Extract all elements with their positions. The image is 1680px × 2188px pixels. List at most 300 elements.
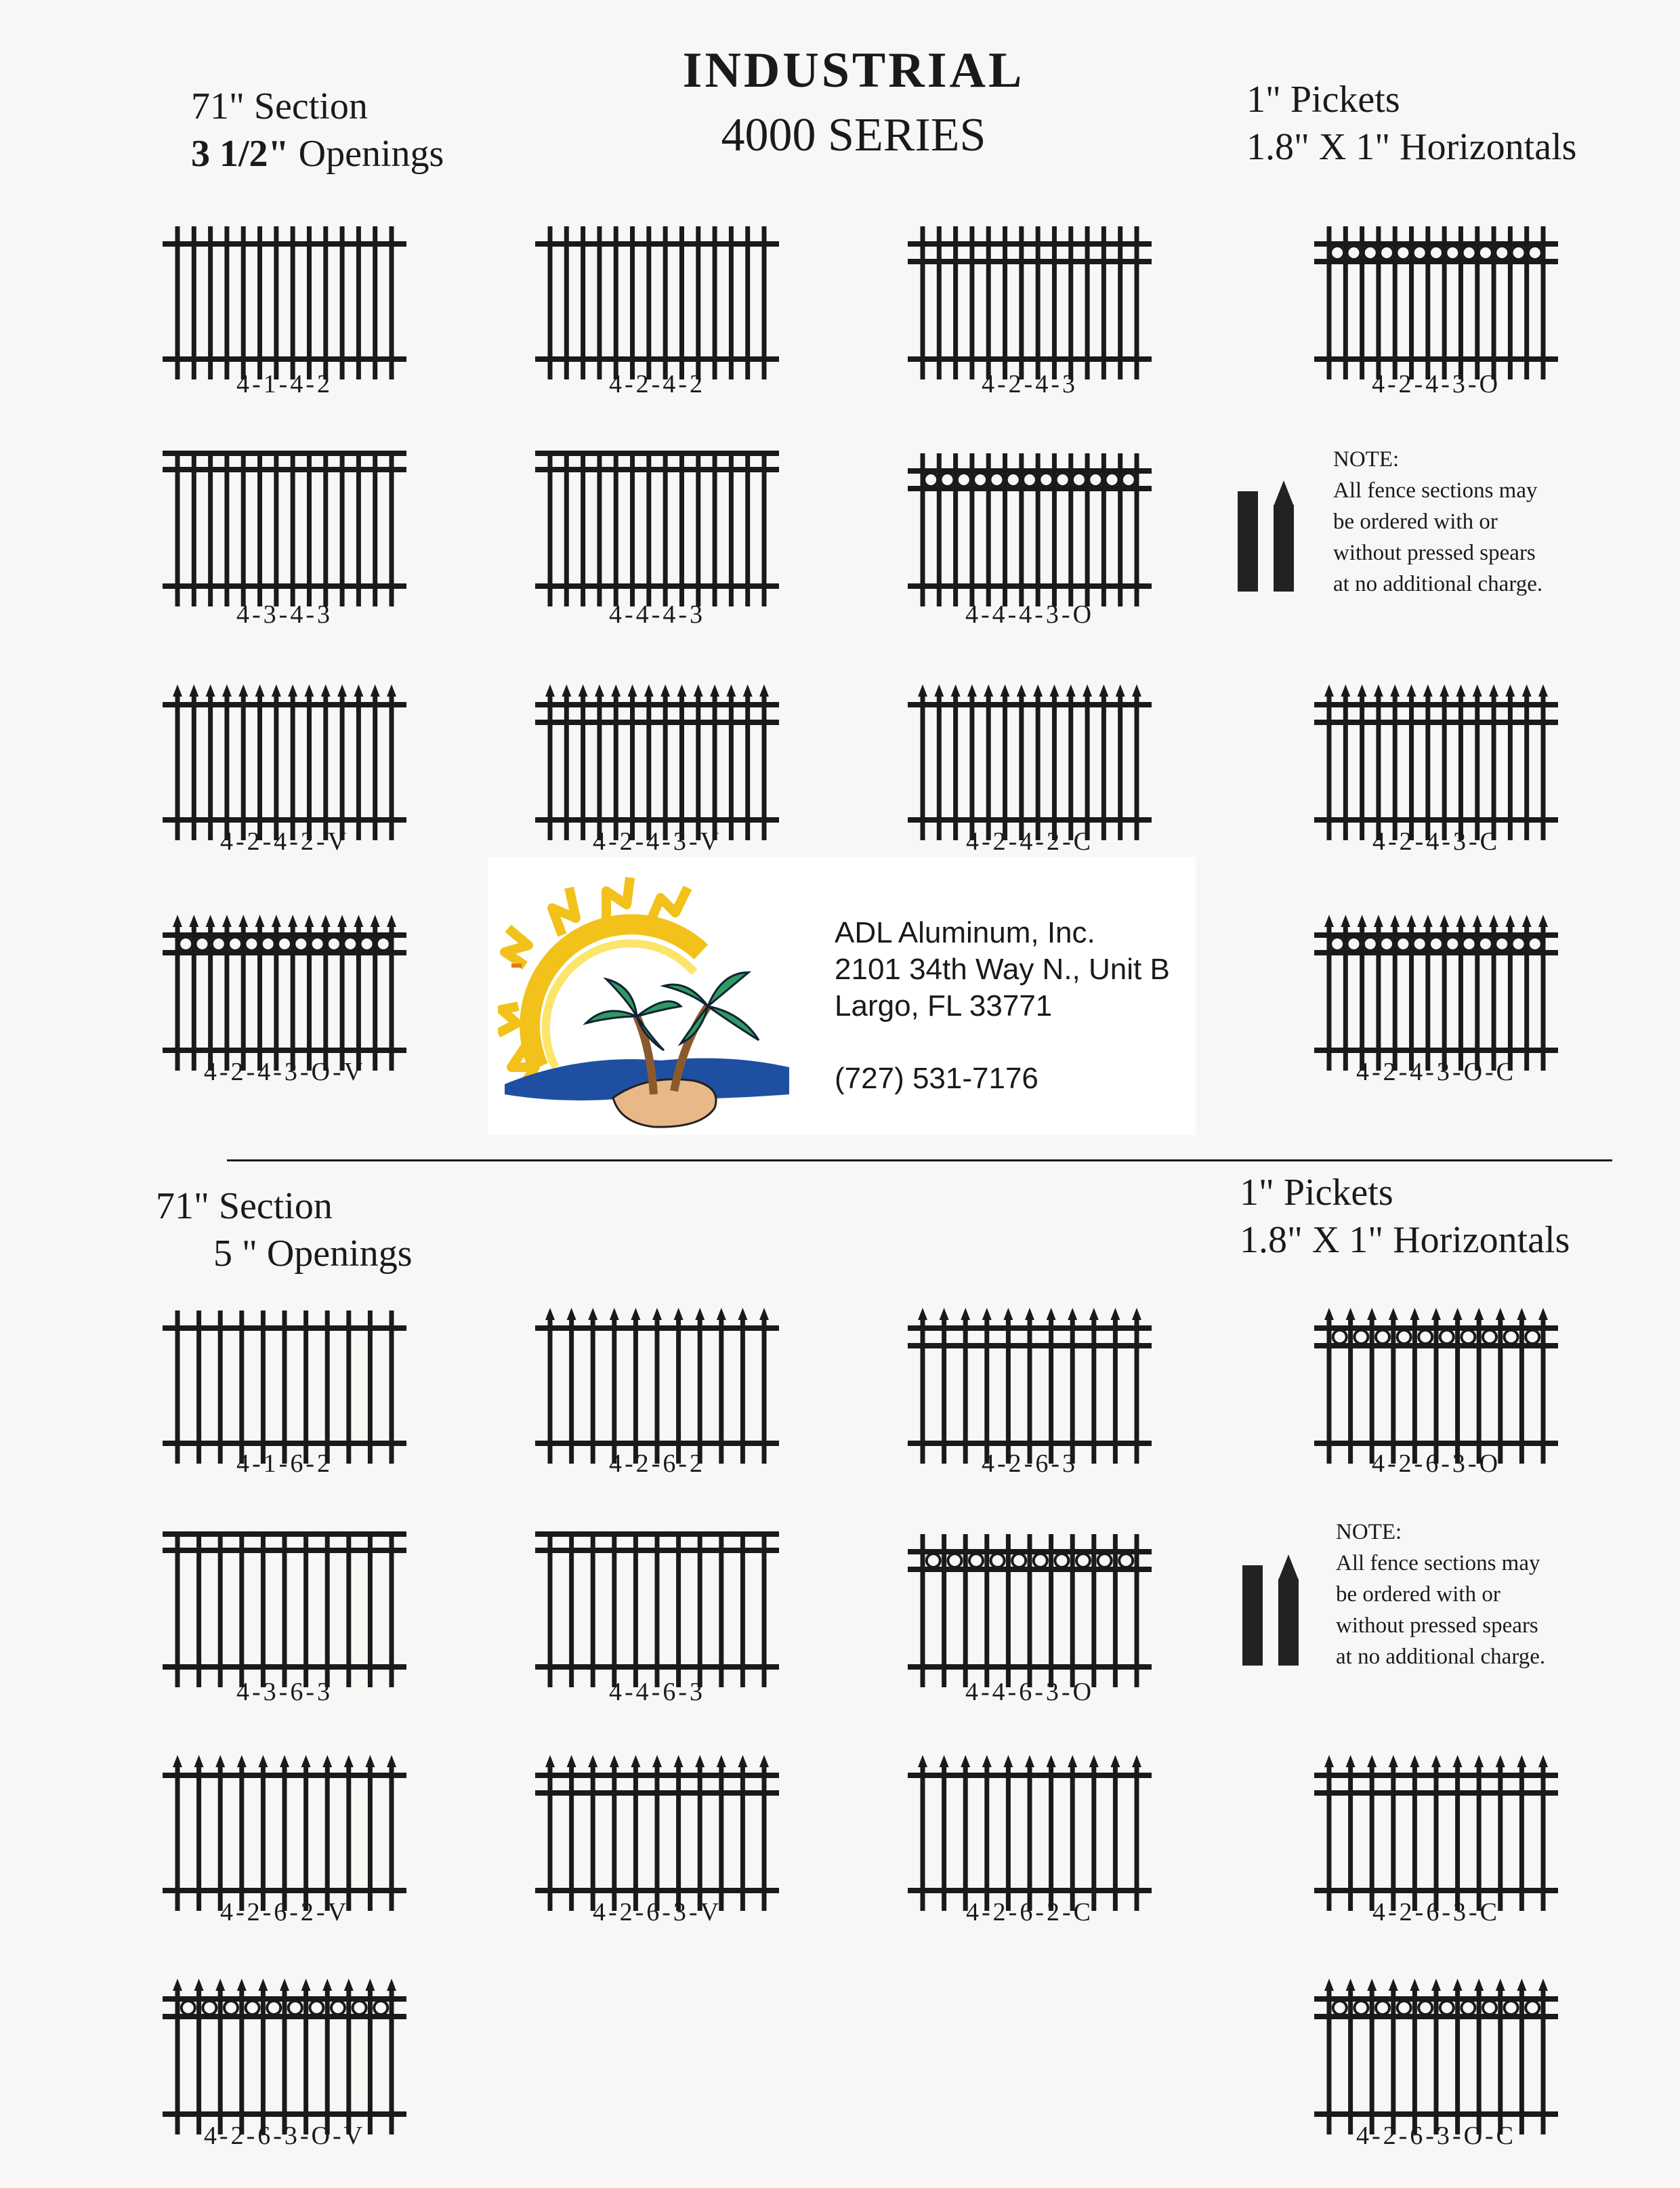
fence-ring (1528, 937, 1542, 951)
picket-spear (1453, 1755, 1463, 1767)
picket-spear (1522, 915, 1532, 927)
fence-ring (1463, 937, 1476, 951)
picket-spear (288, 684, 297, 697)
picket-spear (304, 684, 314, 697)
fence-ring (1461, 1330, 1475, 1344)
picket-spear (258, 1979, 268, 1991)
picket-spear (1025, 1755, 1034, 1767)
picket-spear (387, 684, 396, 697)
fence-rail (535, 451, 779, 456)
fence-ring (940, 473, 954, 487)
picket-spear (337, 684, 347, 697)
picket-spear (1132, 684, 1141, 697)
picket-spear (1410, 1308, 1419, 1320)
note-heading: NOTE: (1333, 447, 1400, 472)
picket-spear (1456, 915, 1465, 927)
picket-spear (610, 1755, 619, 1767)
picket-spear (1324, 915, 1334, 927)
picket-spear (1324, 1979, 1334, 1991)
fence-rail (535, 1773, 779, 1778)
picket-spear (1407, 915, 1416, 927)
fence-rail (163, 2014, 406, 2019)
note-line-3: without pressed spears (1336, 1613, 1538, 1638)
fence-ring (203, 2001, 216, 2015)
fence-rail (163, 2111, 406, 2117)
fence-drawing (1314, 1301, 1558, 1470)
picket-spear (1003, 1308, 1013, 1320)
picket-spear (321, 915, 331, 927)
fence-rail (1314, 1343, 1558, 1348)
picket-spear (628, 684, 637, 697)
fence-rail (535, 1664, 779, 1670)
picket-spear (280, 1755, 289, 1767)
picket-spear (1390, 684, 1400, 697)
fence-code: 4-2-4-2-C (966, 827, 1093, 856)
picket-spear (1089, 1755, 1099, 1767)
picket-spear (1341, 684, 1350, 697)
fence-ring (1398, 2001, 1411, 2015)
picket-spear (321, 684, 331, 697)
picket-spear (1474, 1979, 1484, 1991)
fence-ring (1396, 937, 1410, 951)
fence-ring (245, 937, 258, 951)
picket-spear (695, 1308, 705, 1320)
picket-spear (961, 1308, 970, 1320)
picket-spear (1473, 684, 1482, 697)
picket-spear (288, 915, 297, 927)
picket-spear (304, 915, 314, 927)
fence-ring (224, 2001, 238, 2015)
picket-spear (967, 684, 977, 697)
fence-drawing (1314, 678, 1558, 847)
fence-code: 4-2-6-3-V (592, 1898, 722, 1926)
bottom-openings (213, 1230, 413, 1277)
fence-rail (535, 241, 779, 247)
fence-drawing (908, 444, 1152, 613)
picket-spear (365, 1979, 375, 1991)
fence-rail (535, 1790, 779, 1796)
picket-spear (695, 1755, 705, 1767)
picket-spear (371, 915, 380, 927)
fence-code: 4-4-4-3-O (965, 600, 1095, 629)
fence-ring (278, 937, 291, 951)
fence-rail (1314, 1325, 1558, 1331)
fence-drawing (535, 1748, 779, 1918)
fence-rail (1314, 817, 1558, 823)
picket-spear (1407, 684, 1416, 697)
fence-rail (1314, 1773, 1558, 1778)
fence-code: 4-2-4-3-O-V (203, 1058, 366, 1086)
fence-rail (908, 356, 1152, 362)
picket-spear (1033, 684, 1043, 697)
picket-spear (918, 684, 927, 697)
picket-spear (1505, 915, 1515, 927)
note-line-4: at no additional charge. (1333, 572, 1543, 596)
picket-spear (1346, 1755, 1356, 1767)
fence-rail (1314, 1048, 1558, 1053)
fence-rail (163, 1548, 406, 1553)
fence-rail (908, 583, 1152, 589)
note-top (1333, 444, 1549, 600)
fence-ring (1333, 2001, 1347, 2015)
fence-rail (535, 467, 779, 472)
picket-spear (344, 1979, 354, 1991)
picket-spear (1003, 1755, 1013, 1767)
picket-spear (1358, 684, 1367, 697)
fence-rail (1314, 1790, 1558, 1796)
fence-code: 4-2-6-2-C (966, 1898, 1093, 1926)
picket-spear (173, 915, 182, 927)
picket-spear (1346, 1979, 1356, 1991)
fence-code: 4-2-6-3-O (1371, 1449, 1501, 1478)
fence-rail (163, 817, 406, 823)
top-section-label: 71" Section (191, 85, 368, 127)
fence-ring (1076, 1554, 1090, 1567)
fence-drawing (535, 444, 779, 613)
fence-ring (1354, 2001, 1368, 2015)
fence-rail (163, 467, 406, 472)
picket-spear (726, 684, 736, 697)
fence-drawing (163, 1748, 406, 1918)
picket-spear (1132, 1755, 1141, 1767)
fence-rail (908, 1664, 1152, 1670)
fence-drawing (908, 1748, 1152, 1918)
fence-ring (1380, 937, 1393, 951)
picket-spear (222, 684, 232, 697)
fence-rail (1314, 1888, 1558, 1893)
fence-ring (1055, 1554, 1068, 1567)
fence-code: 4-4-6-3 (609, 1678, 705, 1706)
picket-spear (215, 1755, 225, 1767)
picket-spear (1440, 915, 1449, 927)
fence-ring (1364, 937, 1377, 951)
fence-ring (1098, 1554, 1112, 1567)
fence-ring (1330, 937, 1344, 951)
picket-spear (1410, 1755, 1419, 1767)
fence-rail (908, 1441, 1152, 1446)
fence-rail (908, 1325, 1152, 1331)
picket-spear (1017, 684, 1026, 697)
picket-spear (1324, 1308, 1334, 1320)
fence-ring (1528, 246, 1542, 260)
fence-rail (908, 1549, 1152, 1554)
fence-ring (1056, 473, 1070, 487)
picket-spear (1367, 1979, 1377, 1991)
picket-spear (1324, 684, 1334, 697)
fence-ring (1505, 1330, 1518, 1344)
fence-ring (1429, 937, 1443, 951)
fence-ring (1429, 246, 1443, 260)
picket-spear (301, 1979, 311, 1991)
picket-spear (1453, 1979, 1463, 1991)
company-address-1: 2101 34th Way N., Unit B (835, 953, 1170, 986)
picket-spear (365, 1755, 375, 1767)
fence-ring (1039, 473, 1053, 487)
picket-spear (1389, 1755, 1398, 1767)
picket-spear (238, 915, 248, 927)
picket-spear (1047, 1755, 1056, 1767)
picket-spear (579, 684, 588, 697)
picket-spear (918, 1308, 927, 1320)
fence-ring (377, 937, 390, 951)
picket-spear (258, 1755, 268, 1767)
fence-ring (1364, 246, 1377, 260)
fence-drawing (163, 217, 406, 386)
picket-spear (238, 684, 248, 697)
picket-spear (371, 684, 380, 697)
fence-code: 4-2-6-2 (609, 1449, 705, 1478)
fence-ring (1495, 246, 1509, 260)
spear-icon (1241, 1552, 1305, 1667)
fence-rail (1314, 2014, 1558, 2019)
fence-rail (908, 1888, 1152, 1893)
note-line-1: All fence sections may (1336, 1551, 1540, 1575)
picket-spear (1456, 684, 1465, 697)
picket-spear (918, 1755, 927, 1767)
picket-spear (631, 1308, 640, 1320)
fence-code: 4-2-4-3-C (1372, 827, 1500, 856)
picket-spear (694, 684, 703, 697)
picket-spear (545, 684, 555, 697)
picket-spear (1496, 1755, 1505, 1767)
fence-drawing (163, 1301, 406, 1470)
picket-spear (1410, 1979, 1419, 1991)
picket-spear (1453, 1308, 1463, 1320)
fence-ring (1376, 1330, 1389, 1344)
fence-rail (535, 356, 779, 362)
fence-rail (1314, 1996, 1558, 2002)
fence-ring (1413, 937, 1427, 951)
picket-spear (1099, 684, 1108, 697)
picket-spear (674, 1755, 684, 1767)
picket-spear (940, 1308, 949, 1320)
picket-spear (1374, 915, 1383, 927)
fence-ring (1463, 246, 1476, 260)
fence-ring (1446, 246, 1459, 260)
fence-rail (163, 583, 406, 589)
picket-spear (194, 1979, 204, 1991)
fence-code: 4-3-6-3 (236, 1678, 333, 1706)
picket-spear (206, 915, 215, 927)
fence-rail (163, 702, 406, 707)
company-address-2: Largo, FL 33771 (835, 989, 1053, 1023)
picket-spear (652, 1755, 662, 1767)
picket-spear (1474, 1755, 1484, 1767)
fence-rail (535, 1441, 779, 1446)
picket-spear (1517, 1308, 1526, 1320)
fence-ring (1505, 2001, 1518, 2015)
bottom-horizontals: 1.8" X 1" Horizontals (1240, 1219, 1570, 1261)
fence-drawing (908, 678, 1152, 847)
fence-ring (1413, 246, 1427, 260)
fence-code: 4-2-6-2-V (219, 1898, 350, 1926)
picket-spear (1132, 1308, 1141, 1320)
picket-spear (1440, 684, 1449, 697)
picket-spear (759, 1308, 769, 1320)
fence-ring (1072, 473, 1086, 487)
picket-spear (301, 1755, 311, 1767)
fence-ring (1440, 2001, 1454, 2015)
bottom-openings-text: Openings (257, 1233, 413, 1275)
fence-drawing (908, 1301, 1152, 1470)
fence-drawing (535, 217, 779, 386)
picket-spear (940, 1755, 949, 1767)
fence-ring (1330, 246, 1344, 260)
fence-drawing (535, 1301, 779, 1470)
fence-ring (331, 2001, 345, 2015)
fence-ring (1012, 1554, 1026, 1567)
fence-ring (1106, 473, 1119, 487)
note-line-3: without pressed spears (1333, 541, 1536, 565)
section-divider (227, 1159, 1612, 1161)
picket-spear (1374, 684, 1383, 697)
fence-code: 4-2-6-3-O-C (1356, 2122, 1517, 2150)
picket-spear (677, 684, 686, 697)
fence-rail (535, 1531, 779, 1537)
fence-rail (908, 1343, 1152, 1348)
picket-spear (354, 684, 363, 697)
picket-spear (173, 1755, 182, 1767)
picket-spear (717, 1755, 726, 1767)
picket-spear (354, 915, 363, 927)
fence-ring (261, 937, 275, 951)
fence-code: 4-2-4-3-O-C (1356, 1058, 1517, 1086)
picket-spear (961, 1755, 970, 1767)
fence-code: 4-2-6-3-C (1372, 1898, 1500, 1926)
picket-spear (1538, 1755, 1548, 1767)
picket-spear (1431, 1979, 1441, 1991)
fence-ring (246, 2001, 259, 2015)
fence-drawing (163, 678, 406, 847)
picket-spear (1025, 1308, 1034, 1320)
fence-ring (1526, 2001, 1539, 2015)
picket-spear (545, 1308, 555, 1320)
fence-ring (1034, 1554, 1047, 1567)
fence-ring (1396, 246, 1410, 260)
fence-rail (1314, 356, 1558, 362)
fence-code: 4-2-4-2-V (219, 827, 350, 856)
picket-spear (173, 1979, 182, 1991)
picket-spear (194, 1755, 204, 1767)
picket-spear (710, 684, 719, 697)
fence-rail (908, 702, 1152, 707)
fence-ring (1333, 1330, 1347, 1344)
fence-ring (1122, 473, 1135, 487)
picket-spear (567, 1308, 576, 1320)
picket-spear (1068, 1755, 1077, 1767)
fence-rail (535, 1888, 779, 1893)
fence-code: 4-1-4-2 (236, 370, 333, 398)
picket-spear (588, 1308, 597, 1320)
picket-spear (660, 684, 670, 697)
picket-spear (1473, 915, 1482, 927)
picket-spear (567, 1755, 576, 1767)
picket-spear (631, 1755, 640, 1767)
fence-ring (1440, 1330, 1454, 1344)
picket-spear (189, 915, 198, 927)
picket-spear (652, 1308, 662, 1320)
note-line-4: at no additional charge. (1336, 1645, 1546, 1669)
fence-ring (1446, 937, 1459, 951)
fence-code: 4-4-6-3-O (965, 1678, 1095, 1706)
picket-spear (1068, 1308, 1077, 1320)
picket-spear (1423, 684, 1433, 697)
picket-spear (1496, 1979, 1505, 1991)
picket-spear (1517, 1979, 1526, 1991)
picket-spear (280, 1979, 289, 1991)
picket-spear (387, 915, 396, 927)
fence-rail (535, 583, 779, 589)
picket-spear (1517, 1755, 1526, 1767)
picket-spear (1489, 915, 1498, 927)
picket-spear (1390, 915, 1400, 927)
note-bottom (1336, 1516, 1551, 1672)
fence-rail (535, 817, 779, 823)
picket-spear (1110, 1755, 1120, 1767)
picket-spear (255, 915, 265, 927)
fence-ring (1461, 2001, 1475, 2015)
fence-ring (294, 937, 308, 951)
fence-ring (1380, 246, 1393, 260)
fence-rail (163, 241, 406, 247)
fence-drawing (535, 1525, 779, 1694)
fence-drawing (163, 908, 406, 1077)
picket-spear (1341, 915, 1350, 927)
fence-ring (924, 473, 938, 487)
picket-spear (1538, 1308, 1548, 1320)
picket-spear (387, 1755, 396, 1767)
picket-spear (759, 1755, 769, 1767)
fence-rail (908, 259, 1152, 264)
bottom-openings-value: 5 " (213, 1233, 257, 1275)
picket-spear (738, 1308, 747, 1320)
fence-code: 4-2-4-3-V (592, 827, 722, 856)
fence-ring (991, 1554, 1005, 1567)
note-line-1: All fence sections may (1333, 478, 1538, 503)
picket-spear (743, 684, 753, 697)
picket-spear (387, 1979, 396, 1991)
fence-drawing (1314, 908, 1558, 1077)
fence-ring (1512, 246, 1526, 260)
fence-ring (927, 1554, 940, 1567)
picket-spear (322, 1755, 332, 1767)
picket-spear (1089, 1308, 1099, 1320)
fence-ring (1347, 246, 1360, 260)
fence-rail (163, 1531, 406, 1537)
picket-spear (237, 1755, 247, 1767)
picket-spear (1496, 1308, 1505, 1320)
bottom-section-label: 71" Section (156, 1185, 333, 1227)
fence-rail (163, 1048, 406, 1053)
fence-ring (1483, 1330, 1496, 1344)
picket-spear (1324, 1755, 1334, 1767)
fence-ring (973, 473, 987, 487)
picket-spear (738, 1755, 747, 1767)
fence-rail (163, 1664, 406, 1670)
fence-rail (163, 1996, 406, 2002)
fence-drawing (908, 1525, 1152, 1694)
picket-spear (545, 1755, 555, 1767)
picket-spear (611, 684, 621, 697)
fence-drawing (163, 1525, 406, 1694)
picket-spear (595, 684, 604, 697)
fence-ring (310, 2001, 323, 2015)
picket-spear (1367, 1755, 1377, 1767)
note-line-2: be ordered with or (1333, 510, 1498, 534)
picket-spear (1110, 1308, 1120, 1320)
top-horizontals: 1.8" X 1" Horizontals (1246, 126, 1577, 168)
fence-drawing (163, 1972, 406, 2141)
